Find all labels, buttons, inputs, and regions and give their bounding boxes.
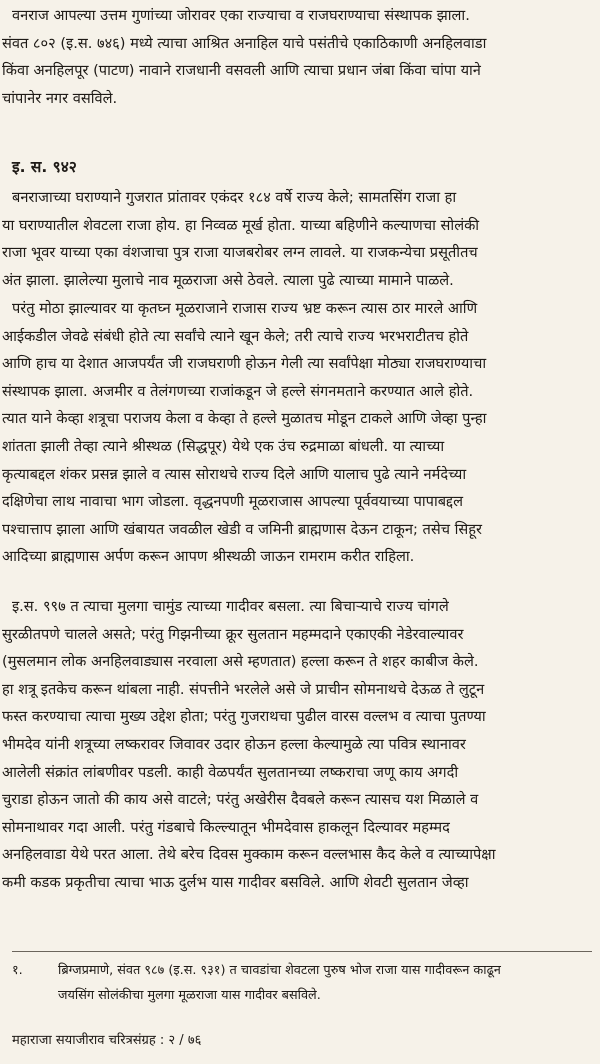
text-line: सोमनाथावर गदा आली. परंतु गंडबाचे किल्ल्यातून भीमदेवास हाकलून दिल्यावर महम्मद: [2, 818, 450, 836]
text-line: परंतु मोठा झाल्यावर या कृतघ्न मूळराजाने राजास राज्य भ्रष्ट करून त्यास ठार मारले आणि: [12, 300, 478, 317]
text-line: पश्चात्ताप झाला आणि खंबायत जवळील खेडी व जमिनी ब्राह्मणास देऊन टाकून; तसेच सिहूर: [2, 520, 482, 538]
text-line: आदिच्या ब्राह्मणास अर्पण करून आपण श्रीस्थळी जाऊन रामराम करीत राहिला.: [2, 548, 415, 566]
footnote-line: जयसिंग सोलंकीचा मुलगा मूळराजा यास गादीवर बसविले.: [58, 988, 321, 1003]
text-line: सुरळीतपणे चालले असते; परंतु गिझनीच्या क्रूर सुलतान महम्मदाने एकाएकी नेडेरवाल्यावर: [2, 625, 464, 643]
page-footer: महाराजा सयाजीराव चरित्रसंग्रह : २ / ७६: [12, 1033, 202, 1048]
text-line: (मुसलमान लोक अनहिलवाड्यास नरवाला असे म्हणतात) हल्ला करून ते शहर काबीज केले.: [2, 653, 479, 671]
text-line: संस्थापक झाला. अजमीर व तेलंगणच्या राजांकडून जे हल्ले संगनमताने करण्यात आले होते.: [2, 382, 474, 400]
text-line: राजा भूवर याच्या एका वंशजाचा पुत्र राजा याजबरोबर लग्न लावले. या राजकन्येचा प्रसूतीतच: [2, 244, 478, 262]
paragraph-vanraj: [2, 2, 596, 112]
text-line: किंवा अनहिलपूर (पाटण) नावाने राजधानी वसवली आणि त्याचा प्रधान जंबा किंवा चांपा याने: [2, 62, 481, 80]
text-line: कृत्याबद्दल शंकर प्रसन्न झाले व त्यास सोराथचे राज्य दिले आणि यालाच पुढे त्याने नर्मदेच्या: [2, 465, 467, 483]
text-line: अंत झाला. झालेल्या मुलाचे नाव मूळराजा असे ठेवले. त्याला पुढे त्याच्या मामाने पाळले.: [2, 271, 454, 289]
text-line: त्यात याने केव्हा शत्रूचा पराजय केला व केव्हा ते हल्ले मुळातच मोडून टाकले आणि जेव्हा पुन्हा: [2, 410, 487, 428]
footnote-line: ब्रिग्जप्रमाणे, संवत ९८७ (इ.स. ९३१) त चावडांचा शेवटला पुरुष भोज राजा यास गादीवरून काढून: [58, 963, 501, 978]
footnote-divider: [12, 951, 592, 952]
text-line: इ.स. ९९७ त त्याचा मुलगा चामुंड त्याच्या गादीवर बसला. त्या बिचाऱ्याचे राज्य चांगले: [12, 598, 449, 615]
text-line: संवत ८०२ (इ.स. ७४६) मध्ये त्याचा आश्रित अनाहिल याचे पसंतीचे एकाठिकाणी अनहिलवाडा: [2, 34, 487, 52]
text-line: आईकडील जेवढे संबंधी होते त्या सर्वांचे त्याने खून केले; तरी त्याचे राज्य भरभराटीतच होते: [2, 327, 469, 345]
text-line: आलेली संक्रांत लांबणीवर पडली. काही वेळपर्यंत सुलतानच्या लष्कराचा जणू काय अगदी: [2, 763, 459, 781]
paragraph-banraj-dynasty: [2, 184, 596, 294]
section-heading: इ. स. ९४२: [12, 158, 77, 176]
text-line: चांपानेर नगर वसविले.: [2, 89, 118, 107]
text-line: अनहिलवाडा येथे परत आला. तेथे बरेच दिवस मुक्काम करून वल्लभास कैद केले व त्याच्यापेक्षा: [2, 846, 496, 864]
text-line: दक्षिणेचा लाथ नावाचा भाग जोडला. वृद्धनपणी मूळराजास आपल्या पूर्ववयाच्या पापाबद्दल: [2, 493, 464, 511]
paragraph-mulraja: [2, 295, 596, 571]
text-line: फस्त करण्याचा त्याचा मुख्य उद्देश होता; परंतु गुजराथचा पुढील वारस वल्लभ व त्याचा पुतण्या: [2, 708, 486, 726]
text-line: हा शत्रू इतकेच करून थांबला नाही. संपत्तीने भरलेले असे जे प्राचीन सोमनाथचे देऊळ ते लुटून: [2, 680, 485, 698]
text-line: या घराण्यातील शेवटला राजा होय. हा निव्वळ मूर्ख होता. याच्या बहिणीने कल्याणचा सोलंकी: [2, 216, 480, 234]
text-line: चुराडा होऊन जातो की काय असे वाटले; परंतु अखेरीस दैवबले करून त्यासच यश मिळाले व: [2, 791, 479, 809]
text-line: आणि हाच या देशात आजपर्यंत जी राजघराणी होऊन गेली त्या सर्वांपेक्षा मोठ्या राजघराण्याचा: [2, 355, 487, 373]
text-line: शांतता झाली तेव्हा त्याने श्रीस्थळ (सिद्धपूर) येथे एक उंच रुद्रमाळा बांधली. या त्याच्या: [2, 437, 445, 455]
text-line: वनराज आपल्या उत्तम गुणांच्या जोरावर एका राज्याचा व राजघराण्याचा संस्थापक झाला.: [12, 7, 470, 24]
footnote-number: १.: [12, 963, 23, 978]
text-line: कमी कडक प्रकृतीचा त्याचा भाऊ दुर्लभ यास गादीवर बसविले. आणि शेवटी सुलतान जेव्हा: [2, 873, 469, 891]
text-line: भीमदेव यांनी शत्रूच्या लष्करावर जिवावर उदार होऊन हल्ला केल्यामुळे त्या पवित्र स्थानावर: [2, 735, 466, 753]
text-line: बनराजाच्या घराण्याने गुजरात प्रांतावर एकंदर १८४ वर्षे राज्य केले; सामतसिंग राजा हा: [12, 189, 457, 206]
paragraph-chamund: [2, 593, 596, 897]
